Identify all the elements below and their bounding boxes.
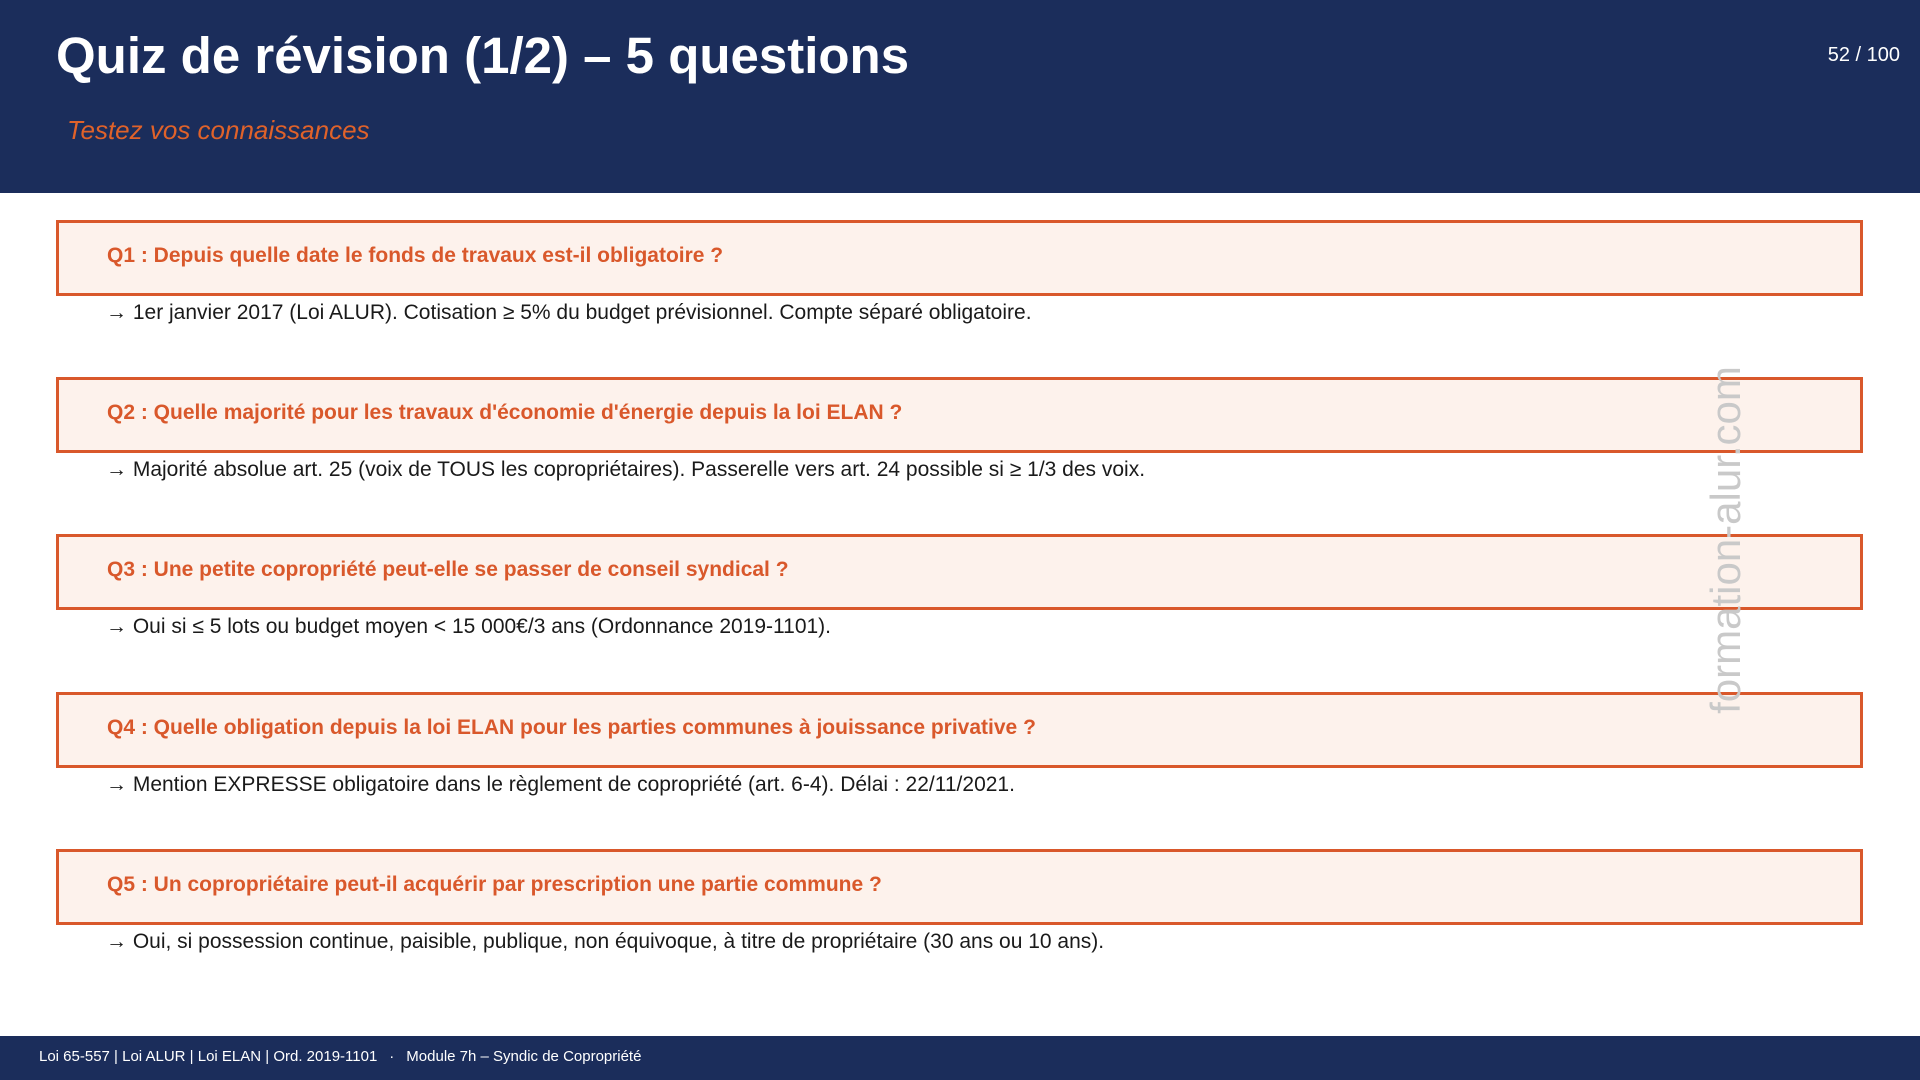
answer-text: → Oui si ≤ 5 lots ou budget moyen < 15 000€/3 ans (Ordonnance 2019-1101). <box>106 615 832 638</box>
question-text: Q5 : Un copropriétaire peut-il acquérir par prescription une partie commune ? <box>107 873 882 896</box>
slide-header <box>0 0 1920 193</box>
question-box <box>56 534 1863 610</box>
question-box <box>56 220 1863 296</box>
answer-text: → 1er janvier 2017 (Loi ALUR). Cotisation ≥ 5% du budget prévisionnel. Compte séparé obligatoire. <box>106 301 1032 324</box>
page-number: 52 / 100 <box>1827 44 1900 66</box>
question-text: Q3 : Une petite copropriété peut-elle se passer de conseil syndical ? <box>107 558 789 581</box>
footer-separator: · <box>389 1048 395 1065</box>
slide-title: Quiz de révision (1/2) – 5 questions <box>56 27 910 84</box>
question-text: Q1 : Depuis quelle date le fonds de travaux est-il obligatoire ? <box>107 244 724 267</box>
footer-module: Module 7h – Syndic de Copropriété <box>406 1048 642 1065</box>
answer-text: → Majorité absolue art. 25 (voix de TOUS les copropriétaires). Passerelle vers art. 24 possible si ≥ 1/3 des voix. <box>106 458 1146 481</box>
slide-subtitle: Testez vos connaissances <box>67 115 370 145</box>
question-box <box>56 692 1863 768</box>
question-box <box>56 377 1863 453</box>
question-text: Q2 : Quelle majorité pour les travaux d'économie d'énergie depuis la loi ELAN ? <box>107 401 903 424</box>
answer-text: → Oui, si possession continue, paisible, publique, non équivoque, à titre de propriétaire (30 ans ou 10 ans). <box>106 930 1105 953</box>
footer-text <box>39 1048 641 1065</box>
question-text: Q4 : Quelle obligation depuis la loi ELAN pour les parties communes à jouissance privative ? <box>107 716 1036 739</box>
answer-text: → Mention EXPRESSE obligatoire dans le règlement de copropriété (art. 6-4). Délai : 22/11/2021. <box>106 773 1015 796</box>
slide-footer <box>0 1036 1920 1080</box>
watermark: formation-alur.com <box>1702 366 1749 714</box>
question-box <box>56 849 1863 925</box>
footer-laws: Loi 65-557 | Loi ALUR | Loi ELAN | Ord. 2019-1101 <box>39 1048 378 1065</box>
